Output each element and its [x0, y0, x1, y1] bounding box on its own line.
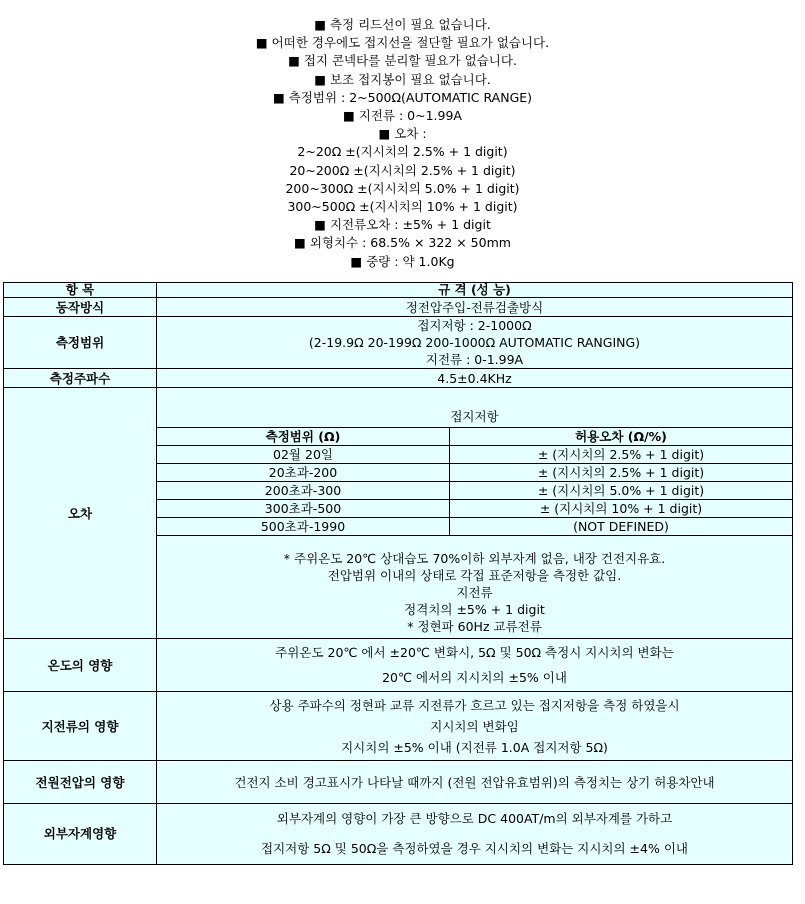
operation-label: 동작방식: [4, 298, 157, 317]
intro-line: ■ 측정범위 : 2~500Ω(AUTOMATIC RANGE): [272, 89, 533, 105]
error-range-cell: 02월 20일: [157, 446, 450, 464]
error-row: [4, 388, 793, 639]
external-field-row: [4, 804, 793, 865]
error-value: [157, 388, 793, 639]
error-tolerance-cell: ± (지시치의 5.0% + 1 digit): [450, 482, 793, 500]
intro-line: ■ 보조 접지봉이 필요 없습니다.: [314, 71, 491, 87]
header-spec: 규 격 (성 능): [157, 283, 793, 298]
operation-value: 정전압주입-전류검출방식: [157, 298, 793, 317]
intro-line: 2~20Ω ±(지시치의 2.5% + 1 digit): [297, 144, 508, 160]
error-notes: [157, 536, 792, 636]
intro-line: 20~200Ω ±(지시치의 2.5% + 1 digit): [289, 162, 516, 178]
header-item: 항 목: [4, 283, 157, 298]
external-field-value: [157, 804, 793, 865]
error-tolerance-cell: (NOT DEFINED): [450, 518, 793, 536]
frequency-label: 측정주파수: [4, 369, 157, 388]
range-line: 지전류 : 0-1.99A: [425, 352, 524, 367]
error-tolerance-cell: ± (지시치의 2.5% + 1 digit): [450, 464, 793, 482]
error-data-row: [157, 482, 792, 500]
error-range-cell: 20초과-200: [157, 464, 450, 482]
power-voltage-value: 건전지 소비 경고표시가 나타날 때까지 (전원 전압유효범위)의 측정치는 상기 허용차안내: [157, 761, 793, 804]
error-range-cell: 200초과-300: [157, 482, 450, 500]
intro-line: 300~500Ω ±(지시치의 10% + 1 digit): [287, 199, 518, 215]
external-field-line: 외부자계의 영향이 가장 큰 방향으로 DC 400AT/m의 외부자계를 가하고: [276, 811, 673, 826]
error-note: 정격치의 ±5% + 1 digit: [404, 602, 545, 617]
temperature-line: 20℃ 에서의 지시치의 ±5% 이내: [382, 670, 567, 685]
intro-line: ■ 지전류 : 0~1.99A: [343, 108, 462, 124]
error-data-row: [157, 518, 792, 536]
error-note: 전압범위 이내의 상태로 각접 표준저항을 측정한 값임.: [327, 568, 622, 583]
error-title-cell: [157, 388, 792, 428]
ground-current-line: 상용 주파수의 정현파 교류 지전류가 흐르고 있는 접지저항을 측정 하였을시: [269, 697, 680, 713]
power-voltage-row: [4, 761, 793, 804]
intro-line: ■ 어떠한 경우에도 접지선을 절단할 필요가 없습니다.: [255, 35, 550, 51]
error-subheader-row: [157, 428, 792, 446]
error-data-row: [157, 464, 792, 482]
ground-current-line: 지시치의 ±5% 이내 (지전류 1.0A 접지저항 5Ω): [341, 739, 608, 755]
frequency-value: 4.5±0.4KHz: [157, 369, 793, 388]
temperature-row: [4, 639, 793, 692]
operation-row: [4, 298, 793, 317]
ground-current-line: 지시치의 변화임: [430, 718, 519, 734]
error-range-cell: 300초과-500: [157, 500, 450, 518]
range-value: [157, 317, 793, 369]
external-field-label: 외부자계영향: [4, 804, 157, 865]
error-note: * 주위온도 20℃ 상대습도 70%이하 외부자계 없음, 내장 건전지유효.: [283, 551, 666, 566]
error-data-row: [157, 500, 792, 518]
intro-line: ■ 접지 콘넥타를 분리할 필요가 없습니다.: [288, 53, 517, 69]
range-line: 접지저항 : 2-1000Ω: [417, 318, 532, 333]
range-row: [4, 317, 793, 369]
spec-header-row: [4, 283, 793, 298]
frequency-row: [4, 369, 793, 388]
error-col-tolerance: 허용오차 (Ω/%): [450, 428, 793, 446]
intro-line: ■ 중량 : 약 1.0Kg: [350, 253, 455, 269]
error-note: 지전류: [456, 585, 493, 600]
intro-line: ■ 측정 리드선이 필요 없습니다.: [314, 17, 491, 32]
error-subtable: [157, 388, 792, 635]
power-voltage-label: 전원전압의 영향: [4, 761, 157, 804]
range-line: (2-19.9Ω 20-199Ω 200-1000Ω AUTOMATIC RANGING): [308, 335, 641, 350]
ground-current-row: [4, 692, 793, 761]
external-field-line: 접지저항 5Ω 및 50Ω을 측정하였을 경우 지시치의 변화는 지시치의 ±4% 이내: [261, 841, 688, 856]
intro-line: ■ 외형치수 : 68.5% × 322 × 50mm: [294, 235, 511, 251]
error-col-range: 측정범위 (Ω): [157, 428, 450, 446]
error-tolerance-cell: ± (지시치의 2.5% + 1 digit): [450, 446, 793, 464]
range-label: 측정범위: [4, 317, 157, 369]
temperature-line: 주위온도 20℃ 에서 ±20℃ 변화시, 5Ω 및 50Ω 측정시 지시치의 변화는: [275, 645, 674, 660]
temperature-label: 온도의 영향: [4, 639, 157, 692]
error-label: 오차: [4, 388, 157, 639]
intro-line: ■ 오차 :: [378, 126, 427, 142]
error-tolerance-cell: ± (지시치의 10% + 1 digit): [450, 500, 793, 518]
error-title: 접지저항: [450, 409, 499, 424]
intro-line: ■ 지전류오차 : ±5% + 1 digit: [314, 217, 491, 233]
intro-line: 200~300Ω ±(지시치의 5.0% + 1 digit): [285, 180, 520, 196]
ground-current-value: [157, 692, 793, 761]
error-data-row: [157, 446, 792, 464]
intro-spec-list: [0, 16, 805, 271]
temperature-value: [157, 639, 793, 692]
error-note: * 정현파 60Hz 교류전류: [407, 619, 542, 634]
spec-table: [3, 282, 793, 865]
ground-current-label: 지전류의 영향: [4, 692, 157, 761]
error-range-cell: 500초과-1990: [157, 518, 450, 536]
